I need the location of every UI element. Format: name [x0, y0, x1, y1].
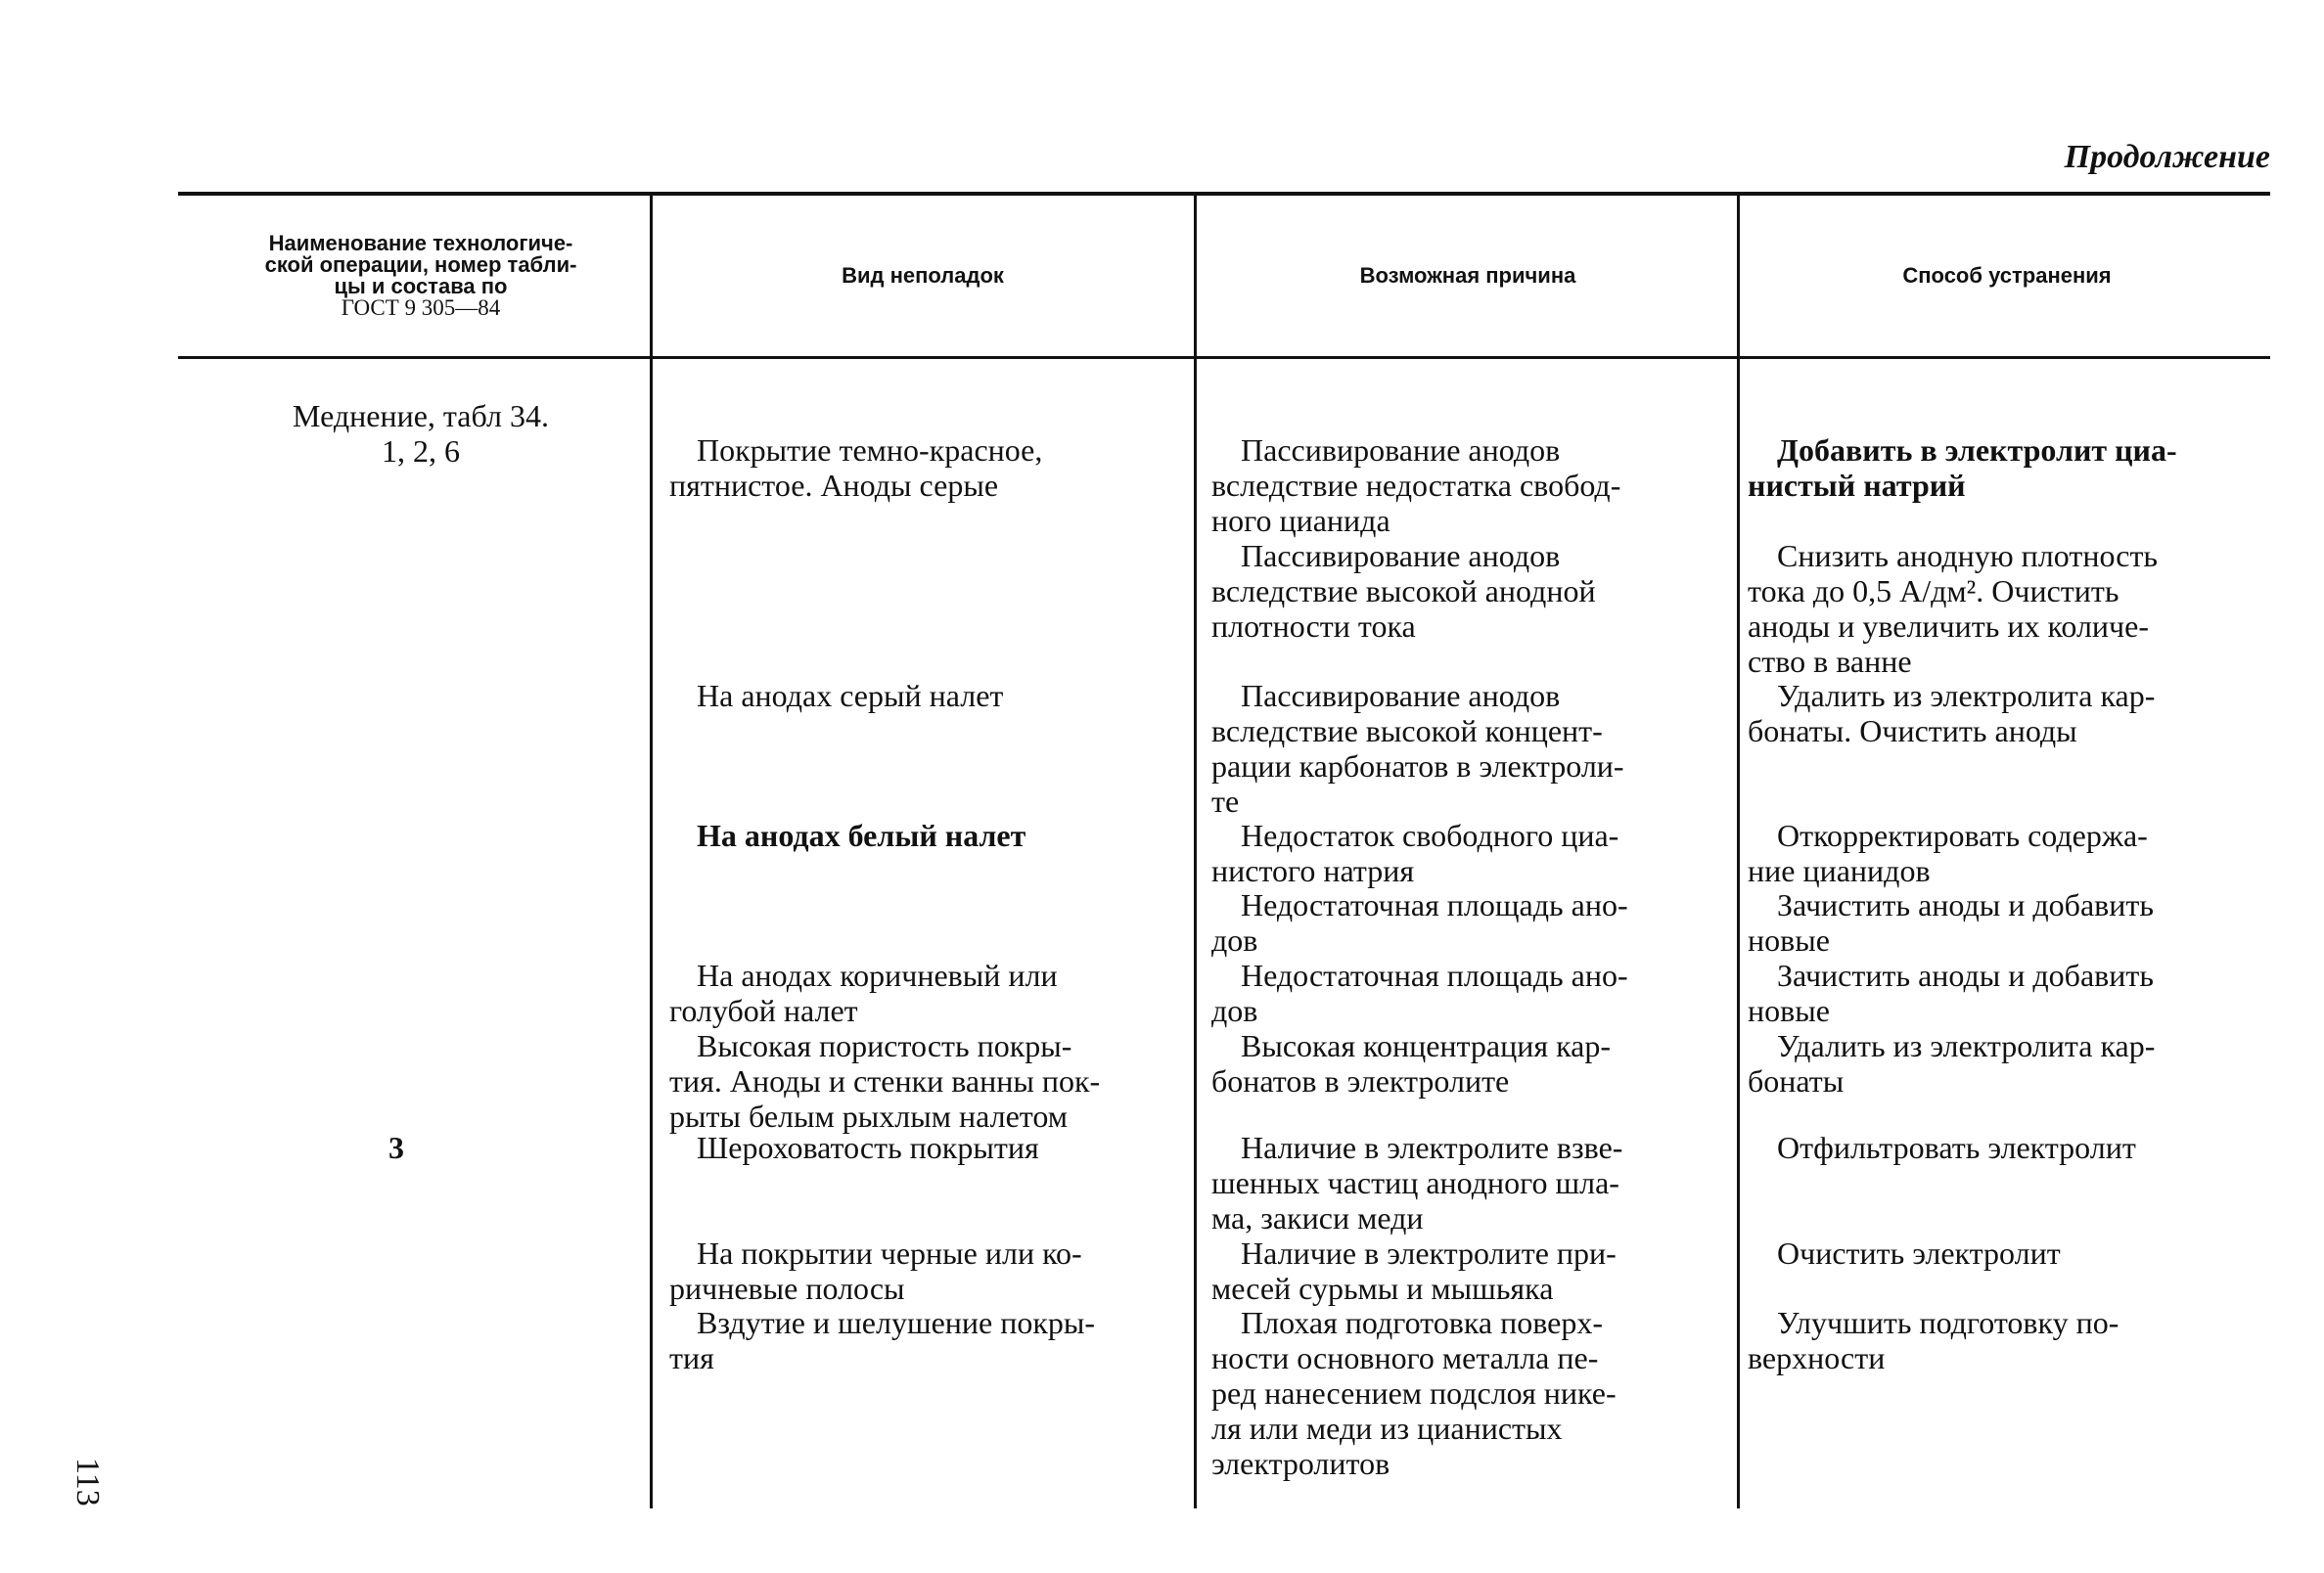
- remedy-cell: [1748, 538, 2271, 679]
- remedy-cell: [1748, 958, 2271, 1028]
- remedy-cell: [1748, 1028, 2271, 1099]
- text-line: вследствие высокой концент-: [1211, 713, 1603, 748]
- text-line: новые: [1748, 993, 1830, 1028]
- text-line: Пассивирование анодов: [1241, 678, 1561, 713]
- text-line: Снизить анодную плотность: [1777, 538, 2159, 573]
- header-possible-cause: Возможная причина: [1359, 263, 1576, 288]
- text-line: Покрытие темно-красное,: [697, 432, 1043, 468]
- header-operation: [196, 196, 646, 356]
- text-line: Откорректировать содержа-: [1777, 818, 2148, 853]
- text-line: новые: [1748, 922, 1830, 958]
- text-line: Шероховатость покрытия: [697, 1130, 1039, 1165]
- remedy-cell: [1748, 1236, 2271, 1271]
- defect-cell: [669, 1236, 1193, 1306]
- text-line: пятнистое. Аноды серые: [669, 468, 999, 503]
- text-line: Высокая пористость покры-: [697, 1028, 1072, 1063]
- text-line: Пассивирование анодов: [1241, 538, 1561, 573]
- text-line: рыты белым рыхлым налетом: [669, 1099, 1068, 1134]
- cause-cell: [1211, 1305, 1734, 1481]
- header-operation-line: Наименование технологиче-: [268, 231, 573, 255]
- defect-cell: [669, 818, 1193, 853]
- text-line: ности основного металла пе-: [1211, 1340, 1599, 1375]
- remedy-cell: [1748, 678, 2271, 748]
- text-line: верхности: [1748, 1340, 1886, 1375]
- operation-cell: [201, 398, 641, 469]
- text-line: ма, закиси меди: [1211, 1200, 1424, 1236]
- text-line: Удалить из электролита кар-: [1777, 1028, 2156, 1063]
- text-line: На покрытии черные или ко-: [697, 1236, 1082, 1271]
- text-line: рации карбонатов в электроли-: [1211, 748, 1624, 784]
- defect-cell: [669, 1305, 1193, 1375]
- text-line: Улучшить подготовку по-: [1777, 1305, 2119, 1340]
- text-line: Вздутие и шелушение покры-: [697, 1305, 1096, 1340]
- text-line: Высокая концентрация кар-: [1241, 1028, 1611, 1063]
- text-line: нистый натрий: [1748, 468, 1966, 503]
- operation-text: 1, 2, 6: [382, 433, 460, 469]
- text-line: ред нанесением подслоя нике-: [1211, 1375, 1617, 1411]
- text-line: тока до 0,5 А/дм². Очистить: [1748, 573, 2119, 608]
- cause-cell: [1211, 678, 1734, 819]
- text-line: шенных частиц анодного шла-: [1211, 1165, 1619, 1200]
- text-line: аноды и увеличить их количе-: [1748, 608, 2149, 644]
- operation-cell: [176, 1130, 616, 1165]
- table-header-rule: [178, 356, 2270, 359]
- text-line: вследствие высокой анодной: [1211, 573, 1596, 608]
- column-divider-2: [1194, 196, 1197, 1508]
- text-line: Недостаток свободного циа-: [1241, 818, 1619, 853]
- text-line: Пассивирование анодов: [1241, 432, 1561, 468]
- text-line: ричневые полосы: [669, 1271, 905, 1306]
- operation-text: Меднение, табл 34.: [293, 398, 549, 433]
- remedy-cell: [1748, 818, 2271, 888]
- text-line: Наличие в электролите при-: [1241, 1236, 1617, 1271]
- remedy-cell: [1748, 887, 2271, 958]
- text-line: голубой налет: [669, 993, 858, 1028]
- cause-cell: [1211, 538, 1734, 644]
- text-line: На анодах серый налет: [697, 678, 1004, 713]
- text-line: На анодах коричневый или: [697, 958, 1058, 993]
- text-line: бонаты. Очистить аноды: [1748, 713, 2077, 748]
- cause-cell: [1211, 887, 1734, 958]
- text-line: вследствие недостатка свобод-: [1211, 468, 1621, 503]
- text-line: Добавить в электролит циа-: [1777, 432, 2177, 468]
- cause-cell: [1211, 958, 1734, 1028]
- header-operation-line: цы и состава по: [334, 274, 508, 298]
- text-line: Недостаточная площадь ано-: [1241, 887, 1628, 922]
- text-line: Наличие в электролите взве-: [1241, 1130, 1623, 1165]
- cause-cell: [1211, 1130, 1734, 1236]
- continued-label: Продолжение: [2064, 139, 2270, 175]
- text-line: нистого натрия: [1211, 853, 1415, 888]
- text-line: Недостаточная площадь ано-: [1241, 958, 1628, 993]
- text-line: месей сурьмы и мышьяка: [1211, 1271, 1554, 1306]
- text-line: Отфильтровать электролит: [1777, 1130, 2136, 1165]
- remedy-cell: [1748, 432, 2271, 503]
- text-line: ство в ванне: [1748, 644, 1912, 679]
- text-line: электролитов: [1211, 1446, 1390, 1481]
- header-defect-type: Вид неполадок: [842, 263, 1004, 288]
- cause-cell: [1211, 432, 1734, 538]
- text-line: дов: [1211, 922, 1258, 958]
- text-line: Очистить электролит: [1777, 1236, 2061, 1271]
- defect-cell: [669, 678, 1193, 713]
- header-remedy: Способ устранения: [1902, 263, 2112, 288]
- text-line: те: [1211, 784, 1240, 819]
- defect-cell: [669, 432, 1193, 503]
- text-line: бонатов в электролите: [1211, 1063, 1510, 1099]
- defect-cell: [669, 958, 1193, 1028]
- text-line: тия. Аноды и стенки ванны пок-: [669, 1063, 1101, 1099]
- cause-cell: [1211, 818, 1734, 888]
- column-divider-1: [650, 196, 653, 1508]
- defect-cell: [669, 1130, 1193, 1165]
- text-line: ние цианидов: [1748, 853, 1931, 888]
- text-line: дов: [1211, 993, 1258, 1028]
- text-line: ного цианида: [1211, 503, 1390, 538]
- page-number: 113: [69, 1458, 106, 1506]
- text-line: тия: [669, 1340, 714, 1375]
- header-operation-line: ской операции, номер табли-: [264, 252, 577, 277]
- text-line: Плохая подготовка поверх-: [1241, 1305, 1604, 1340]
- defect-cell: [669, 1028, 1193, 1134]
- operation-text: 3: [388, 1130, 404, 1165]
- remedy-cell: [1748, 1305, 2271, 1375]
- column-divider-3: [1737, 196, 1740, 1508]
- remedy-cell: [1748, 1130, 2271, 1165]
- cause-cell: [1211, 1028, 1734, 1099]
- text-line: На анодах белый налет: [697, 818, 1026, 853]
- text-line: Удалить из электролита кар-: [1777, 678, 2156, 713]
- text-line: Зачистить аноды и добавить: [1777, 887, 2154, 922]
- text-line: Зачистить аноды и добавить: [1777, 958, 2154, 993]
- text-line: бонаты: [1748, 1063, 1845, 1099]
- text-line: плотности тока: [1211, 608, 1416, 644]
- text-line: ля или меди из цианистых: [1211, 1411, 1563, 1446]
- cause-cell: [1211, 1236, 1734, 1306]
- header-operation-line: ГОСТ 9 305—84: [341, 295, 501, 320]
